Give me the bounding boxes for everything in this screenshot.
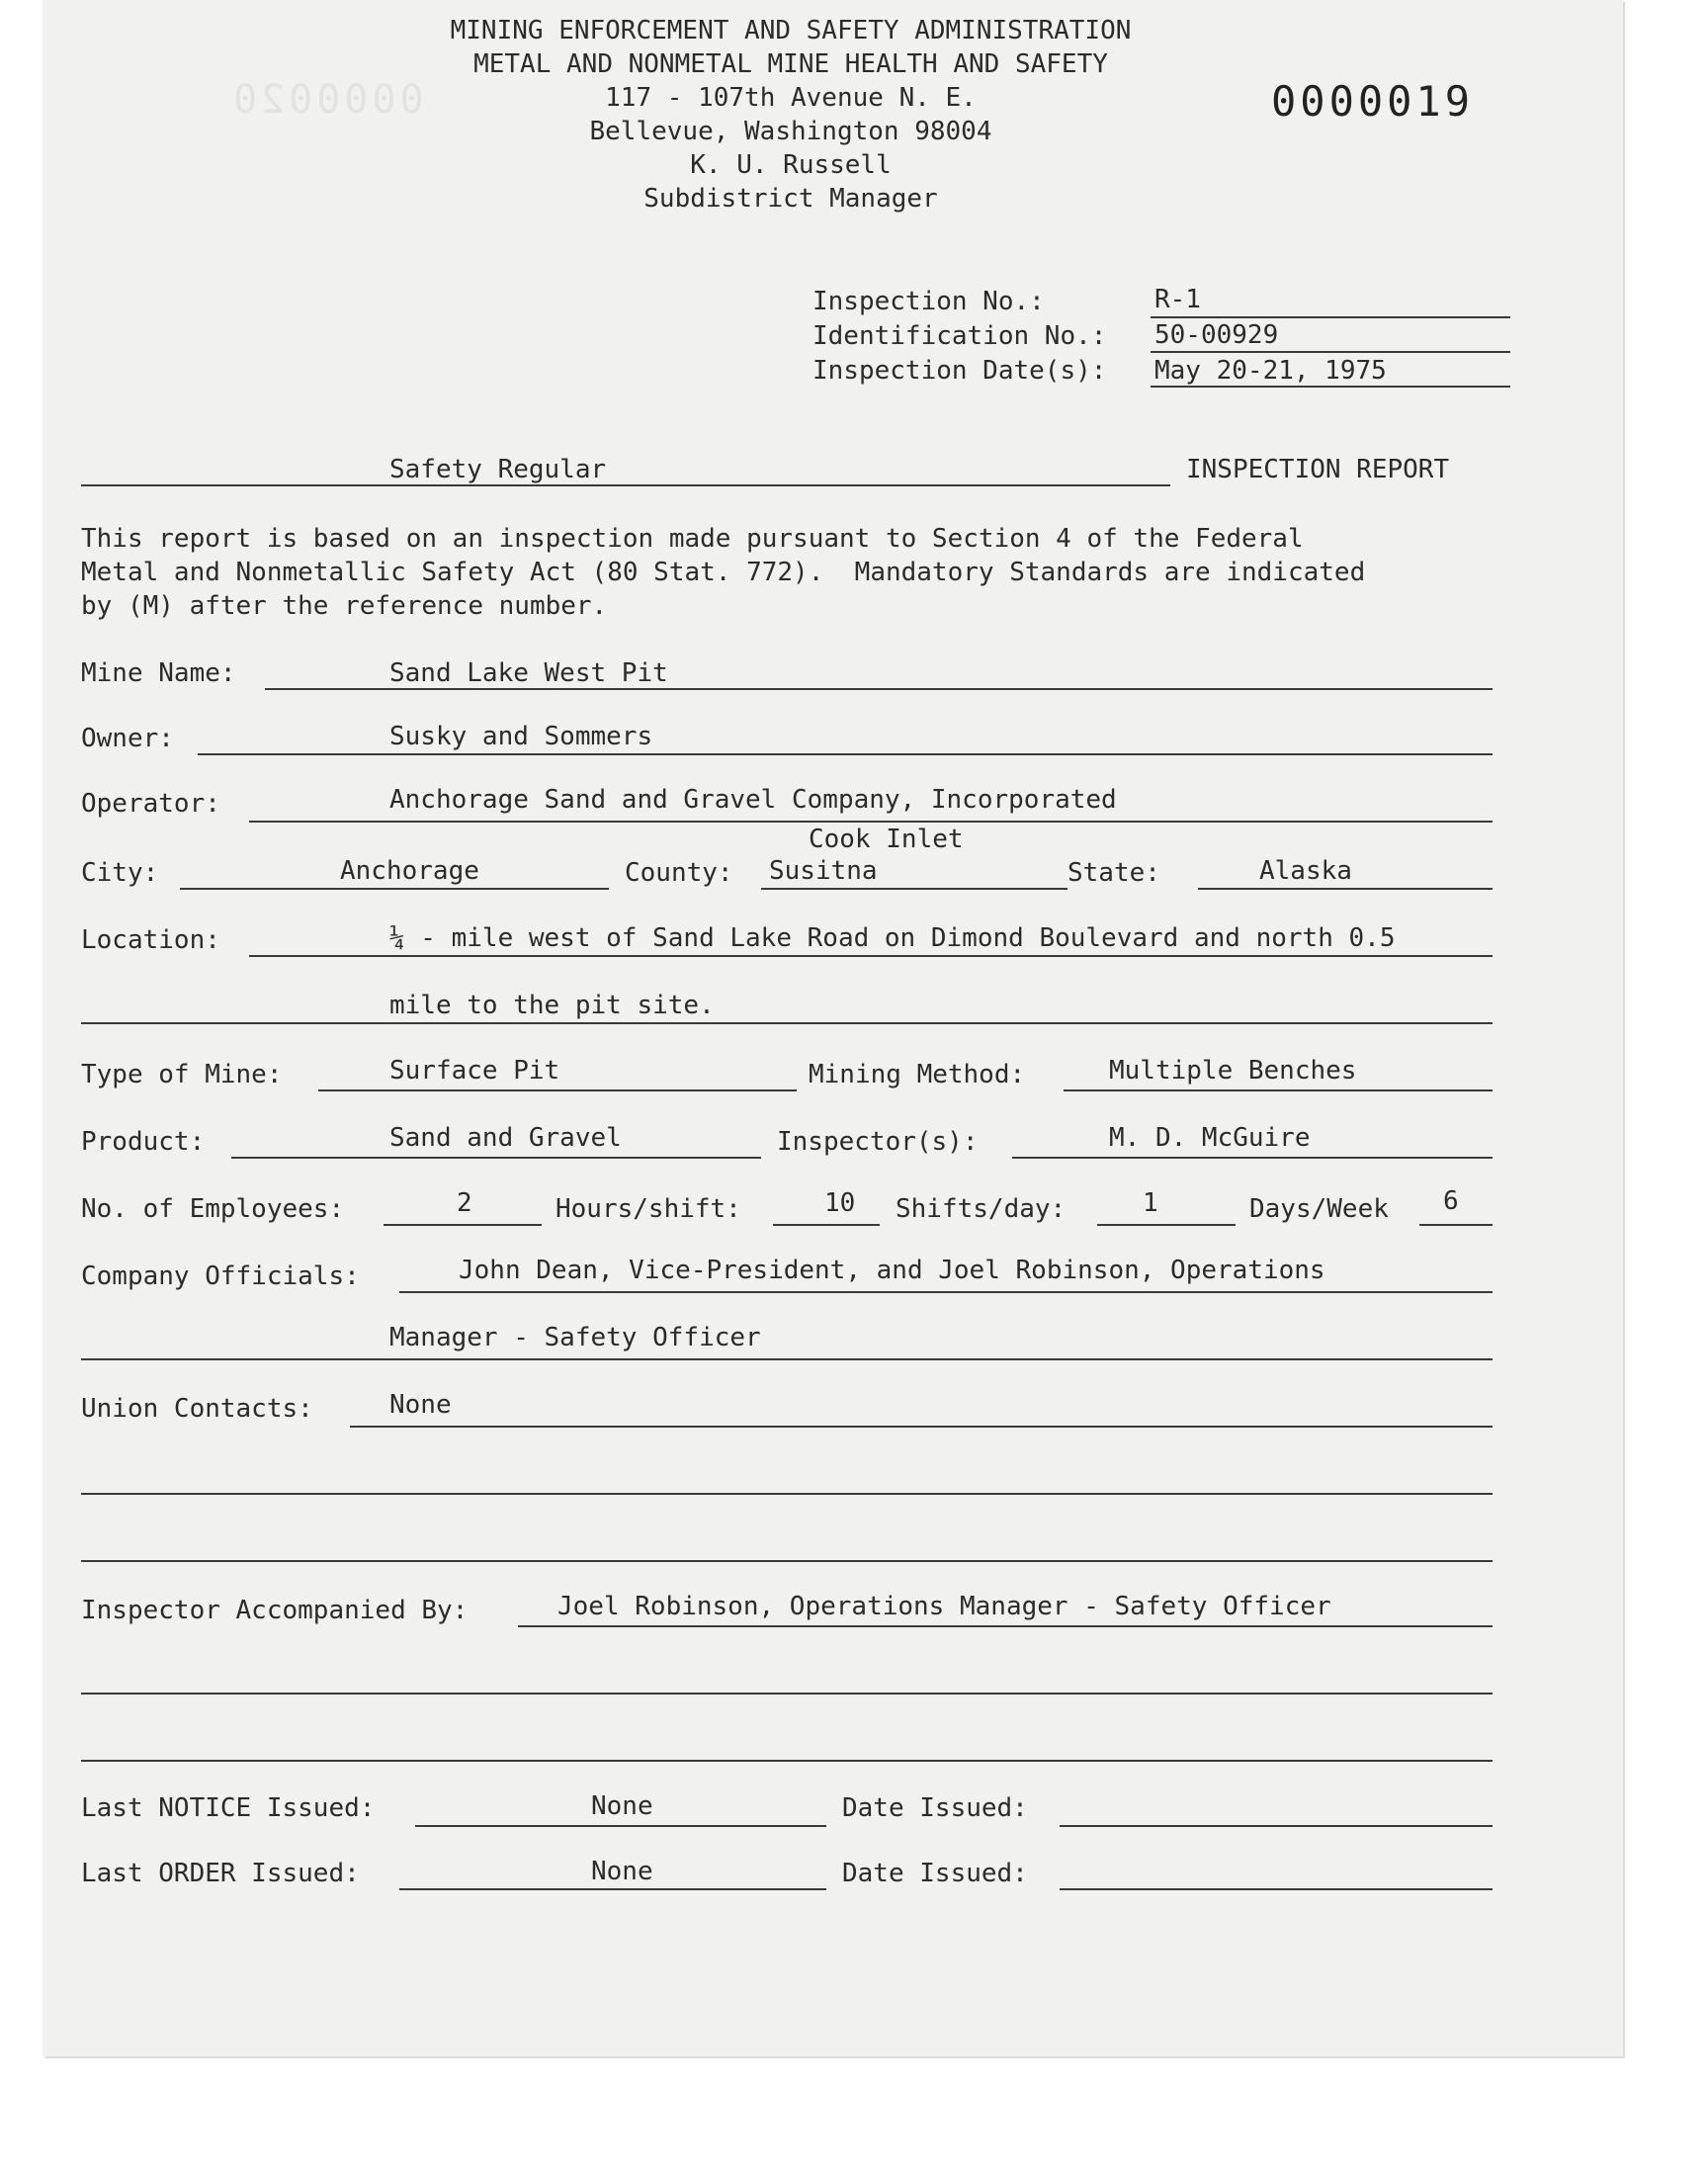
location-line-2 xyxy=(81,1022,1493,1024)
notice-date-label: Date Issued: xyxy=(842,1793,1028,1823)
mine-name-line xyxy=(265,688,1493,690)
operator-line xyxy=(249,821,1493,823)
last-notice-value: None xyxy=(591,1791,653,1821)
type-of-mine-line xyxy=(318,1089,797,1091)
product-line xyxy=(231,1157,761,1159)
accompanied-line-2 xyxy=(81,1693,1493,1695)
mining-method-line xyxy=(1064,1089,1493,1091)
last-order-value: None xyxy=(591,1857,653,1886)
city-value: Anchorage xyxy=(340,856,479,886)
state-value: Alaska xyxy=(1259,856,1352,886)
report-type-line xyxy=(81,484,1170,486)
hours-value: 10 xyxy=(824,1188,856,1218)
inspection-dates-value: May 20-21, 1975 xyxy=(1154,356,1387,386)
last-notice-label: Last NOTICE Issued: xyxy=(81,1793,376,1823)
inspection-dates-line xyxy=(1151,386,1510,388)
type-of-mine-value: Surface Pit xyxy=(389,1056,560,1086)
union-line-1 xyxy=(350,1426,1493,1428)
officials-line-2 xyxy=(81,1358,1493,1360)
officials-value-line1: John Dean, Vice-President, and Joel Robinson, Operations xyxy=(459,1256,1325,1285)
days-label: Days/Week xyxy=(1249,1194,1389,1224)
header-manager-name: K. U. Russell xyxy=(690,150,892,180)
location-line-1 xyxy=(249,955,1493,957)
shifts-value: 1 xyxy=(1143,1188,1158,1218)
notice-date-line xyxy=(1060,1825,1493,1827)
hours-label: Hours/shift: xyxy=(555,1194,741,1224)
inspection-no-line xyxy=(1151,316,1510,318)
operator-label: Operator: xyxy=(81,789,220,819)
county-value-line2: Susitna xyxy=(769,856,878,886)
header-address: 117 - 107th Avenue N. E. xyxy=(605,83,977,113)
inspectors-value: M. D. McGuire xyxy=(1109,1123,1311,1153)
location-label: Location: xyxy=(81,925,220,955)
union-label: Union Contacts: xyxy=(81,1394,313,1424)
employees-line xyxy=(384,1224,542,1226)
city-label: City: xyxy=(81,858,159,888)
identification-no-line xyxy=(1151,351,1510,353)
union-value: None xyxy=(389,1390,452,1420)
officials-value-line2: Manager - Safety Officer xyxy=(389,1323,761,1352)
report-type: Safety Regular xyxy=(389,455,607,484)
shifts-label: Shifts/day: xyxy=(896,1194,1067,1224)
accompanied-value: Joel Robinson, Operations Manager - Safety Officer xyxy=(557,1592,1331,1621)
mine-name-value: Sand Lake West Pit xyxy=(389,658,668,688)
identification-no-label: Identification No.: xyxy=(812,321,1107,351)
owner-value: Susky and Sommers xyxy=(389,722,653,751)
officials-line-1 xyxy=(399,1291,1493,1293)
state-line xyxy=(1198,888,1493,890)
inspection-no-value: R-1 xyxy=(1154,285,1201,314)
product-value: Sand and Gravel xyxy=(389,1123,622,1153)
order-date-line xyxy=(1060,1888,1493,1890)
document-stamp-number: 0000019 xyxy=(1271,77,1475,126)
last-notice-line xyxy=(415,1825,826,1827)
employees-value: 2 xyxy=(457,1188,472,1218)
union-line-2 xyxy=(81,1493,1493,1495)
inspection-dates-label: Inspection Date(s): xyxy=(812,356,1107,386)
last-order-line xyxy=(399,1888,826,1890)
county-value-line1: Cook Inlet xyxy=(809,825,964,854)
intro-line-1: This report is based on an inspection made pursuant to Section 4 of the Federal xyxy=(81,524,1304,554)
county-label: County: xyxy=(625,858,733,888)
report-title: INSPECTION REPORT xyxy=(1186,455,1450,484)
employees-label: No. of Employees: xyxy=(81,1194,345,1224)
union-line-3 xyxy=(81,1560,1493,1562)
inspectors-line xyxy=(1012,1157,1493,1159)
mining-method-value: Multiple Benches xyxy=(1109,1056,1357,1086)
identification-no-value: 50-00929 xyxy=(1154,320,1279,350)
owner-label: Owner: xyxy=(81,724,174,753)
mining-method-label: Mining Method: xyxy=(809,1060,1026,1089)
operator-value: Anchorage Sand and Gravel Company, Incorporated xyxy=(389,785,1117,815)
hours-line xyxy=(773,1224,880,1226)
mine-name-label: Mine Name: xyxy=(81,658,236,688)
officials-label: Company Officials: xyxy=(81,1262,360,1291)
product-label: Product: xyxy=(81,1127,206,1157)
accompanied-line-1 xyxy=(518,1625,1493,1627)
inspectors-label: Inspector(s): xyxy=(777,1127,979,1157)
days-value: 6 xyxy=(1443,1186,1459,1216)
order-date-label: Date Issued: xyxy=(842,1859,1028,1888)
last-order-label: Last ORDER Issued: xyxy=(81,1859,360,1888)
city-line xyxy=(180,888,609,890)
inspection-no-label: Inspection No.: xyxy=(812,287,1045,316)
header-agency: MINING ENFORCEMENT AND SAFETY ADMINISTRATION xyxy=(450,16,1132,45)
accompanied-line-3 xyxy=(81,1760,1493,1762)
header-manager-title: Subdistrict Manager xyxy=(643,184,938,214)
state-label: State: xyxy=(1068,858,1160,888)
shifts-line xyxy=(1097,1224,1236,1226)
intro-line-2: Metal and Nonmetallic Safety Act (80 Stat. 772). Mandatory Standards are indicated xyxy=(81,558,1366,587)
intro-line-3: by (M) after the reference number. xyxy=(81,591,608,621)
header-city: Bellevue, Washington 98004 xyxy=(589,117,992,146)
owner-line xyxy=(198,753,1493,755)
days-line xyxy=(1419,1224,1493,1226)
header-division: METAL AND NONMETAL MINE HEALTH AND SAFETY xyxy=(473,49,1108,79)
accompanied-label: Inspector Accompanied By: xyxy=(81,1596,469,1625)
type-of-mine-label: Type of Mine: xyxy=(81,1060,283,1089)
location-value-line2: mile to the pit site. xyxy=(389,991,715,1020)
county-line xyxy=(761,888,1068,890)
location-value-line1: ¼ - mile west of Sand Lake Road on Dimond Boulevard and north 0.5 xyxy=(389,923,1396,953)
bleed-through-number: 0000020 xyxy=(229,77,424,123)
